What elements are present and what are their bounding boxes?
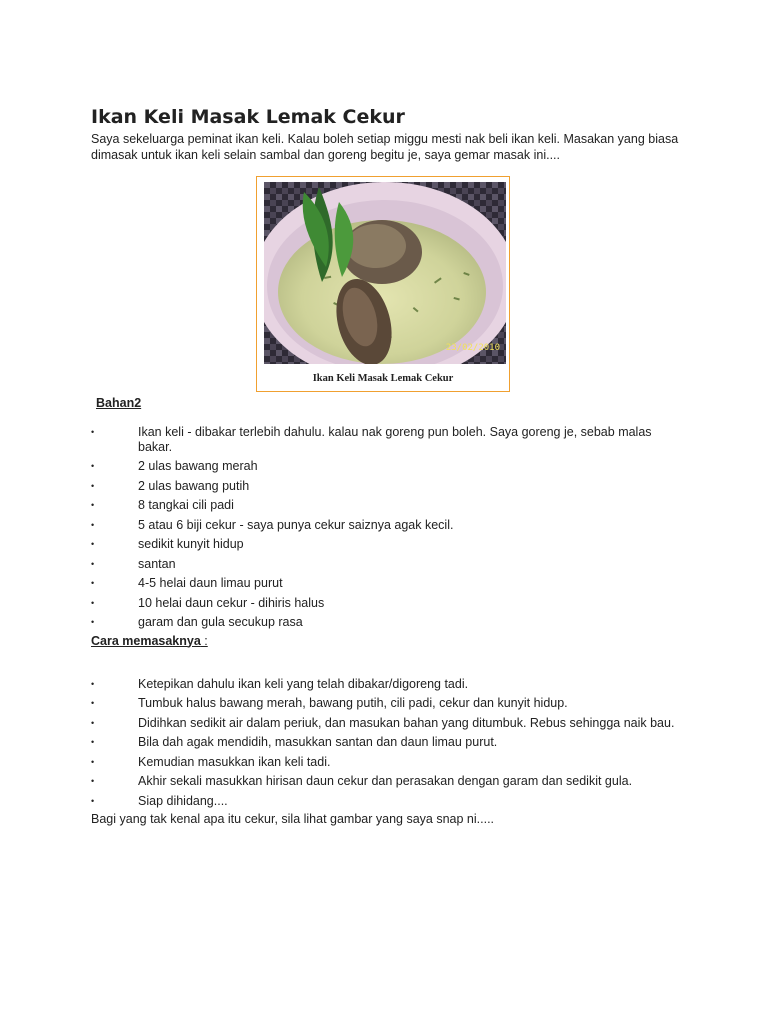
bullet-icon: • <box>91 480 95 491</box>
bullet-icon: • <box>91 776 95 786</box>
article <box>91 104 681 840</box>
list-item: • 5 atau 6 biji cekur - saya punya cekur saiznya agak kecil. <box>91 517 454 532</box>
page-title: Ikan Keli Masak Lemak Cekur <box>91 106 405 128</box>
bullet-icon: • <box>91 737 95 747</box>
list-item: • Didihkan sedikit air dalam periuk, dan masukan bahan yang ditumbuk. Rebus sehingga naik bau. <box>91 715 675 730</box>
method-list <box>91 677 681 809</box>
list-item: • Tumbuk halus bawang merah, bawang putih, cili padi, cekur dan kunyit hidup. <box>91 696 568 710</box>
dish-photo-illustration <box>264 182 506 364</box>
list-item: • Ikan keli - dibakar terlebih dahulu. kalau nak goreng pun boleh. Saya goreng je, sebab malas bakar. <box>91 425 652 454</box>
bullet-icon: • <box>91 617 95 627</box>
ingredients-heading: Bahan2 <box>96 396 142 410</box>
list-item: • Bila dah agak mendidih, masukkan santan dan daun limau purut. <box>91 735 498 749</box>
list-item: • 10 helai daun cekur - dihiris halus <box>91 595 325 610</box>
bullet-icon: • <box>91 427 95 437</box>
bullet-icon: • <box>91 597 95 608</box>
list-item: • Akhir sekali masukkan hirisan daun cekur dan perasakan dengan garam dan sedikit gula. <box>91 774 633 788</box>
list-item: • Ketepikan dahulu ikan keli yang telah dibakar/digoreng tadi. <box>91 676 469 691</box>
bullet-icon: • <box>91 678 95 689</box>
list-item: • 4-5 helai daun limau purut <box>91 576 283 590</box>
list-item: • 8 tangkai cili padi <box>91 498 234 512</box>
photo-date-stamp: 23/02/2010 <box>445 343 500 353</box>
closing-paragraph: Bagi yang tak kenal apa itu cekur, sila lihat gambar yang saya snap ni..... <box>91 812 495 826</box>
intro-paragraph: Saya sekeluarga peminat ikan keli. Kalau boleh setiap miggu mesti nak beli ikan keli. Masakan yang biasa dimasak untuk ikan keli selain sambal dan goreng begitu je, saya gemar masak ini.... <box>91 132 679 162</box>
ingredients-list <box>91 425 681 630</box>
method-heading: Cara memasaknya : <box>91 633 208 648</box>
bullet-icon: • <box>91 461 95 471</box>
bullet-icon: • <box>91 558 95 569</box>
bullet-icon: • <box>91 698 95 708</box>
figure-caption: Ikan Keli Masak Lemak Cekur <box>312 373 454 384</box>
list-item: • Siap dihidang.... <box>91 793 228 808</box>
bullet-icon: • <box>91 500 95 510</box>
bullet-icon: • <box>91 795 95 806</box>
bullet-icon: • <box>91 756 95 767</box>
bullet-icon: • <box>91 717 95 728</box>
list-item: • sedikit kunyit hidup <box>91 537 244 551</box>
list-item: • santan <box>91 556 176 571</box>
list-item: • 2 ulas bawang merah <box>91 459 258 473</box>
list-item: • 2 ulas bawang putih <box>91 478 250 493</box>
bullet-icon: • <box>91 578 95 588</box>
dish-photo <box>264 182 506 364</box>
recipe-figure <box>256 176 510 392</box>
list-item: • garam dan gula secukup rasa <box>91 615 303 629</box>
bullet-icon: • <box>91 519 95 530</box>
bullet-icon: • <box>91 539 95 549</box>
list-item: • Kemudian masukkan ikan keli tadi. <box>91 754 331 769</box>
